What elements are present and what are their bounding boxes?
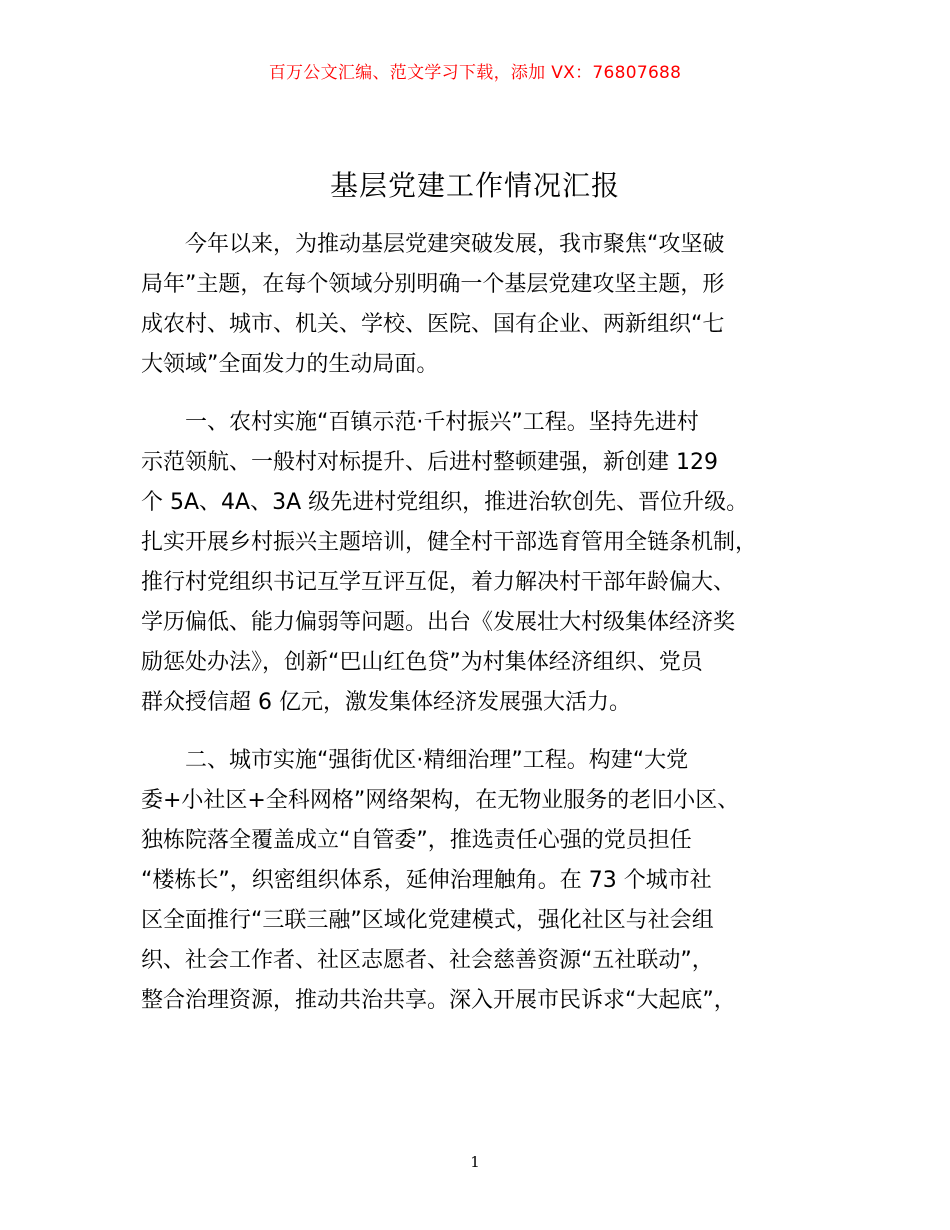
paragraph-line: 整合治理资源，推动共治共享。深入开展市民诉求“大起底”， <box>141 988 736 1013</box>
paragraph-line: 示范领航、一般村对标提升、后进村整顿建强，新创建 129 <box>141 450 718 475</box>
paragraph-line: 独栋院落全覆盖成立“自管委”，推选责任心强的党员担任 <box>141 828 692 853</box>
paragraph-line: 局年”主题，在每个领域分别明确一个基层党建攻坚主题，形 <box>141 272 725 297</box>
header-banner: 百万公文汇编、范文学习下载，添加 VX：76807688 <box>268 63 682 83</box>
paragraph-line: 大领域”全面发力的生动局面。 <box>141 352 439 377</box>
paragraph-line: “楼栋长”，织密组织体系，延伸治理触角。在 73 个城市社 <box>141 868 712 893</box>
paragraph-line: 学历偏低、能力偏弱等问题。出台《发展壮大村级集体经济奖 <box>141 610 736 635</box>
paragraph-line: 区全面推行“三联三融”区域化党建模式，强化社区与社会组 <box>141 908 714 933</box>
document-title: 基层党建工作情况汇报 <box>329 169 620 202</box>
paragraph-line: 励惩处办法》，创新“巴山红色贷”为村集体经济组织、党员 <box>141 650 703 675</box>
paragraph-line: 今年以来，为推动基层党建突破发展，我市聚焦“攻坚破 <box>185 232 725 257</box>
paragraph-urban <box>141 741 817 1021</box>
paragraph-line: 委+小社区+全科网格”网络架构，在无物业服务的老旧小区、 <box>141 788 740 813</box>
paragraph-line: 一、农村实施“百镇示范·千村振兴”工程。坚持先进村 <box>185 410 699 435</box>
paragraph-line: 扎实开展乡村振兴主题培训，健全村干部选育管用全链条机制， <box>141 530 758 555</box>
paragraph-line: 织、社会工作者、社区志愿者、社会慈善资源“五社联动”， <box>141 948 714 973</box>
paragraph-line: 群众授信超 6 亿元，激发集体经济发展强大活力。 <box>141 690 631 715</box>
paragraph-line: 二、城市实施“强街优区·精细治理”工程。构建“大党 <box>185 748 689 773</box>
paragraph-line: 个 5A、4A、3A 级先进村党组织，推进治软创先、晋位升级。 <box>141 490 749 515</box>
paragraph-line: 推行村党组织书记互学互评互促，着力解决村干部年龄偏大、 <box>141 570 736 595</box>
page-number: 1 <box>470 1153 480 1171</box>
paragraph-rural <box>141 403 817 723</box>
paragraph-line: 成农村、城市、机关、学校、医院、国有企业、两新组织“七 <box>141 312 725 337</box>
document-body <box>141 225 817 1039</box>
paragraph-intro <box>141 225 817 385</box>
